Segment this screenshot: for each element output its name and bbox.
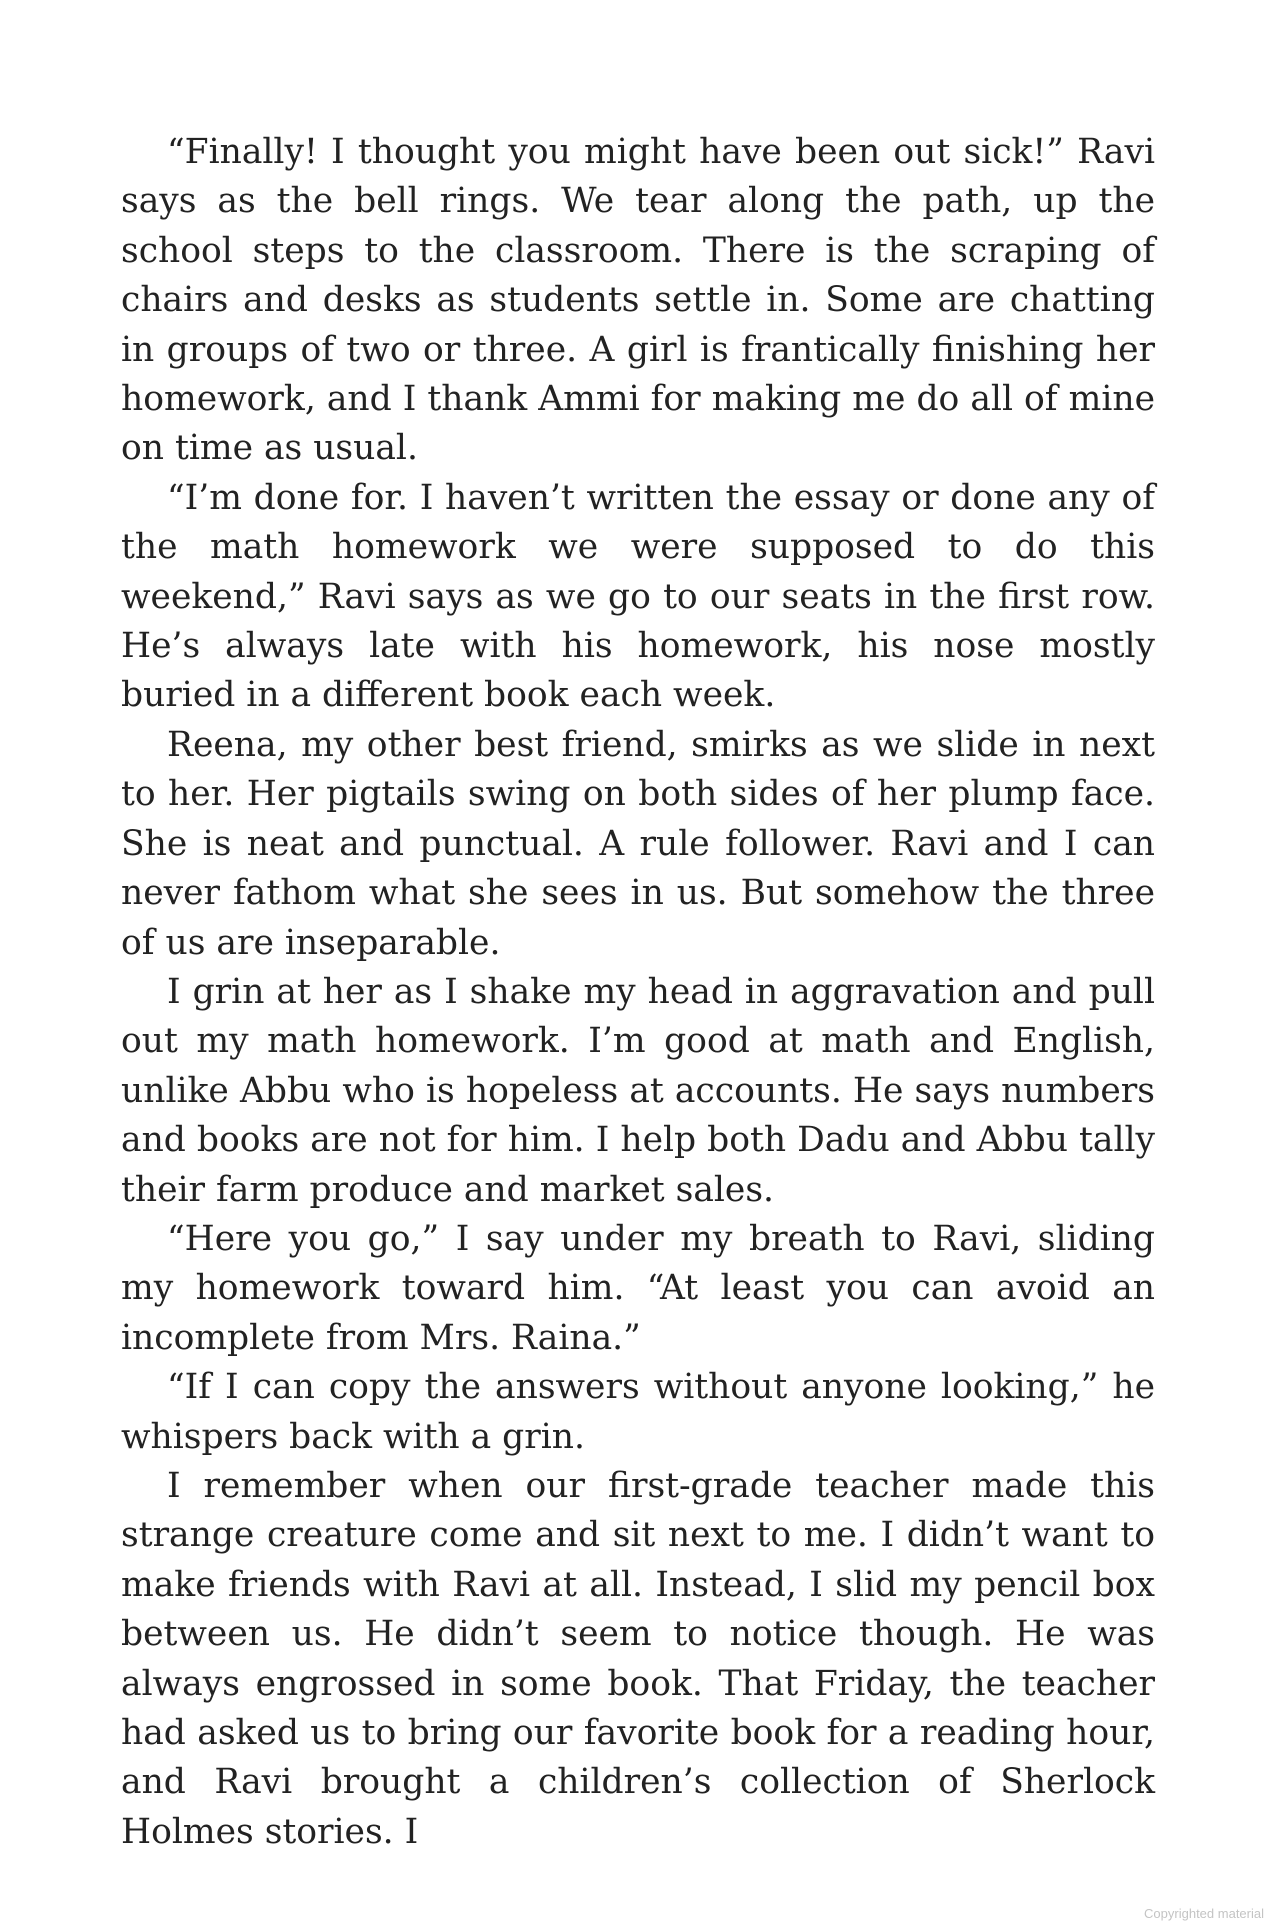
body-text [121,128,1155,1857]
paragraph-3: Reena, my other best friend, smirks as we slide in next to her. Her pigtails swing on both sides of her plump face. She is neat and punctual. A rule follower. Ravi and I can never fathom what she sees in us. But somehow the three of us are inseparable. [121,724,1155,963]
copyright-watermark: Copyrighted material [1144,1906,1264,1921]
paragraph-4: I grin at her as I shake my head in aggravation and pull out my math homework. I’m good at math and English, unlike Abbu who is hopeless at accounts. He says numbers and books are not for him. I help both Dadu and Abbu tally their farm produce and market sales. [121,971,1155,1210]
paragraph-2: “I’m done for. I haven’t written the essay or done any of the math homework we were supposed to do this weekend,” Ravi says as we go to our seats in the first row. He’s always late with his homework, his nose mostly buried in a different book each week. [121,477,1155,716]
paragraph-1: “Finally! I thought you might have been out sick!” Ravi says as the bell rings. We tear along the path, up the school steps to the classroom. There is the scraping of chairs and desks as students settle in. Some are chatting in groups of two or three. A girl is frantically finishing her homework, and I thank Ammi for making me do all of mine on time as usual. [121,132,1155,469]
paragraph-6: “If I can copy the answers without anyone looking,” he whispers back with a grin. [121,1367,1155,1457]
paragraph-5: “Here you go,” I say under my breath to Ravi, sliding my homework toward him. “At least you can avoid an incomplete from Mrs. Raina.” [121,1218,1155,1358]
paragraph-7: I remember when our first-grade teacher made this strange creature come and sit next to me. I didn’t want to make friends with Ravi at all. Instead, I slid my pencil box between us. He didn’t seem to notice though. He was always engrossed in some book. That Friday, the teacher had asked us to bring our favorite book for a reading hour, and Ravi brought a children’s collection of Sherlock Holmes stories. I [121,1465,1155,1852]
